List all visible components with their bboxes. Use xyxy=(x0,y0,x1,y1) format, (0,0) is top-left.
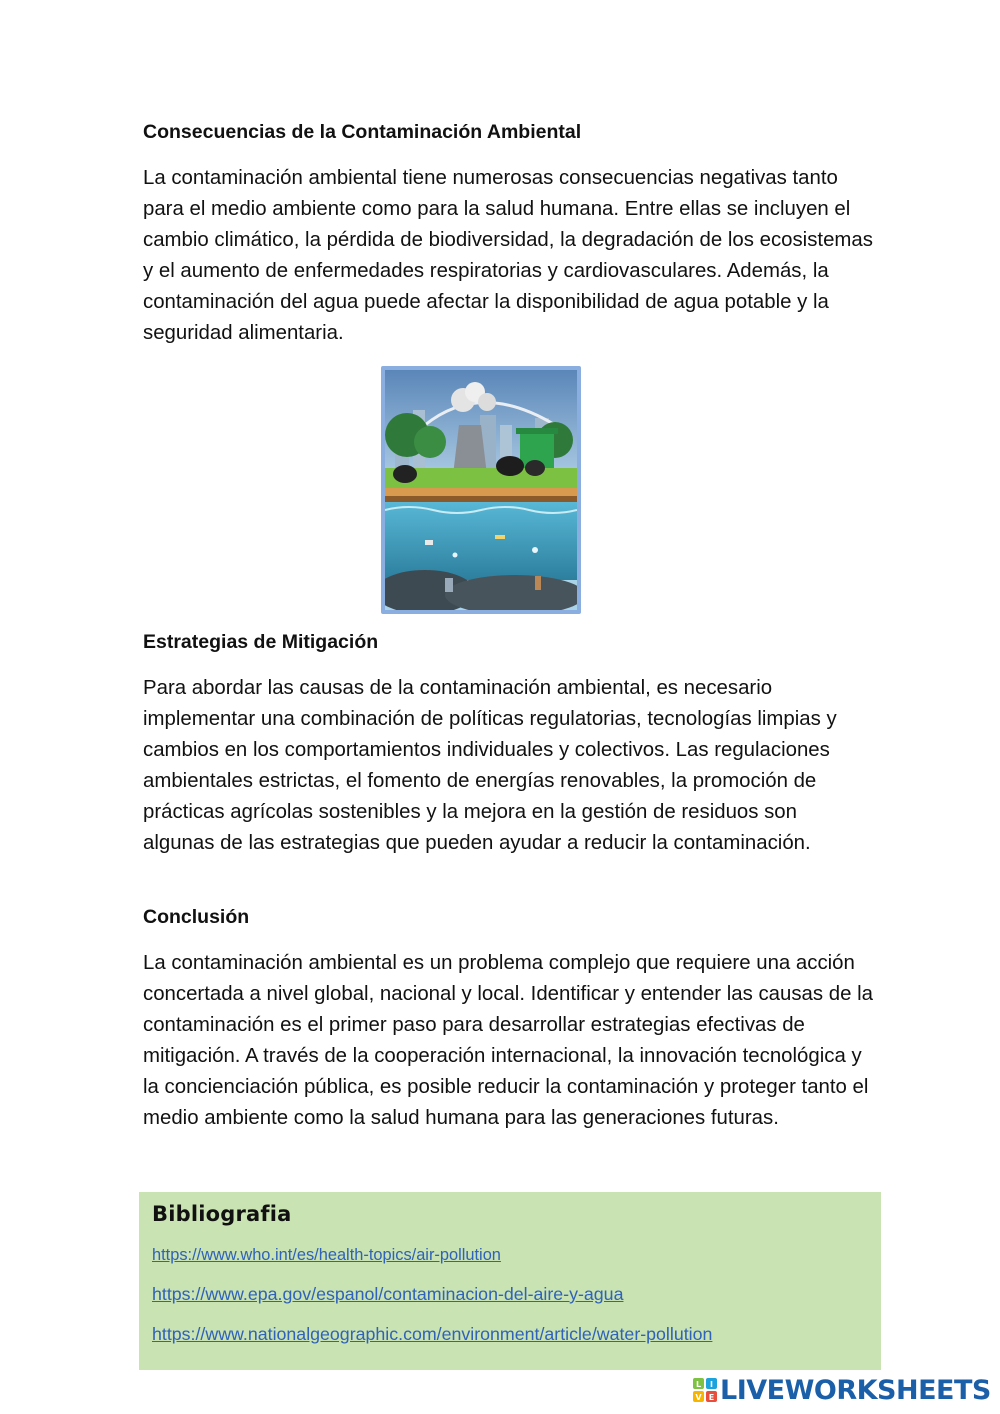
link-epa[interactable]: https://www.epa.gov/espanol/contaminacion-del-aire-y-agua xyxy=(152,1284,624,1304)
bibliography-title: Bibliografia xyxy=(152,1202,292,1226)
liveworksheets-brand[interactable] xyxy=(692,1374,991,1406)
link-natgeo[interactable]: https://www.nationalgeographic.com/environment/article/water-pollution xyxy=(152,1324,713,1344)
heading-estrategias: Estrategias de Mitigación xyxy=(143,631,379,653)
svg-text:L: L xyxy=(695,1380,702,1389)
svg-text:V: V xyxy=(695,1393,702,1402)
pollution-illustration xyxy=(381,366,581,614)
paragraph-estrategias: Para abordar las causas de la contaminación ambiental, es necesario implementar una combinación de políticas regulatorias, tecnologías limpias y cambios en los comportamientos individuales y colectivos. Las regulaciones ambientales estrictas, el fomento de energías renovables, la promoción de prácticas agrícolas sostenibles y la mejora en la gestión de residuos son algunas de las estrategias que pueden ayudar a reducir la contaminación. xyxy=(143,677,837,854)
svg-text:I: I xyxy=(710,1380,713,1389)
paragraph-conclusion: La contaminación ambiental es un problema complejo que requiere una acción concertada a nivel global, nacional y local. Identificar y entender las causas de la contaminación es el primer paso para desarrollar estrategias efectivas de mitigación. A través de la cooperación internacional, la innovación tecnológica y la concienciación pública, es posible reducir la contaminación y proteger tanto el medio ambiente como la salud humana para las generaciones futuras. xyxy=(143,952,873,1129)
heading-consecuencias: Consecuencias de la Contaminación Ambiental xyxy=(143,121,582,143)
brand-text: LIVEWORKSHEETS xyxy=(720,1374,991,1406)
heading-conclusion: Conclusión xyxy=(143,906,250,928)
svg-text:E: E xyxy=(708,1393,715,1402)
paragraph-consecuencias: La contaminación ambiental tiene numerosas consecuencias negativas tanto para el medio ambiente como para la salud humana. Entre ellas se incluyen el cambio climático, la pérdida de biodiversidad, la degradación de los ecosistemas y el aumento de enfermedades respiratorias y cardiovasculares. Además, la contaminación del agua puede afectar la disponibilidad de agua potable y la seguridad alimentaria. xyxy=(143,167,873,344)
link-who[interactable]: https://www.who.int/es/health-topics/air-pollution xyxy=(152,1246,501,1264)
bibliography-box xyxy=(139,1192,881,1370)
liveworksheets-logo-icon xyxy=(692,1377,718,1403)
